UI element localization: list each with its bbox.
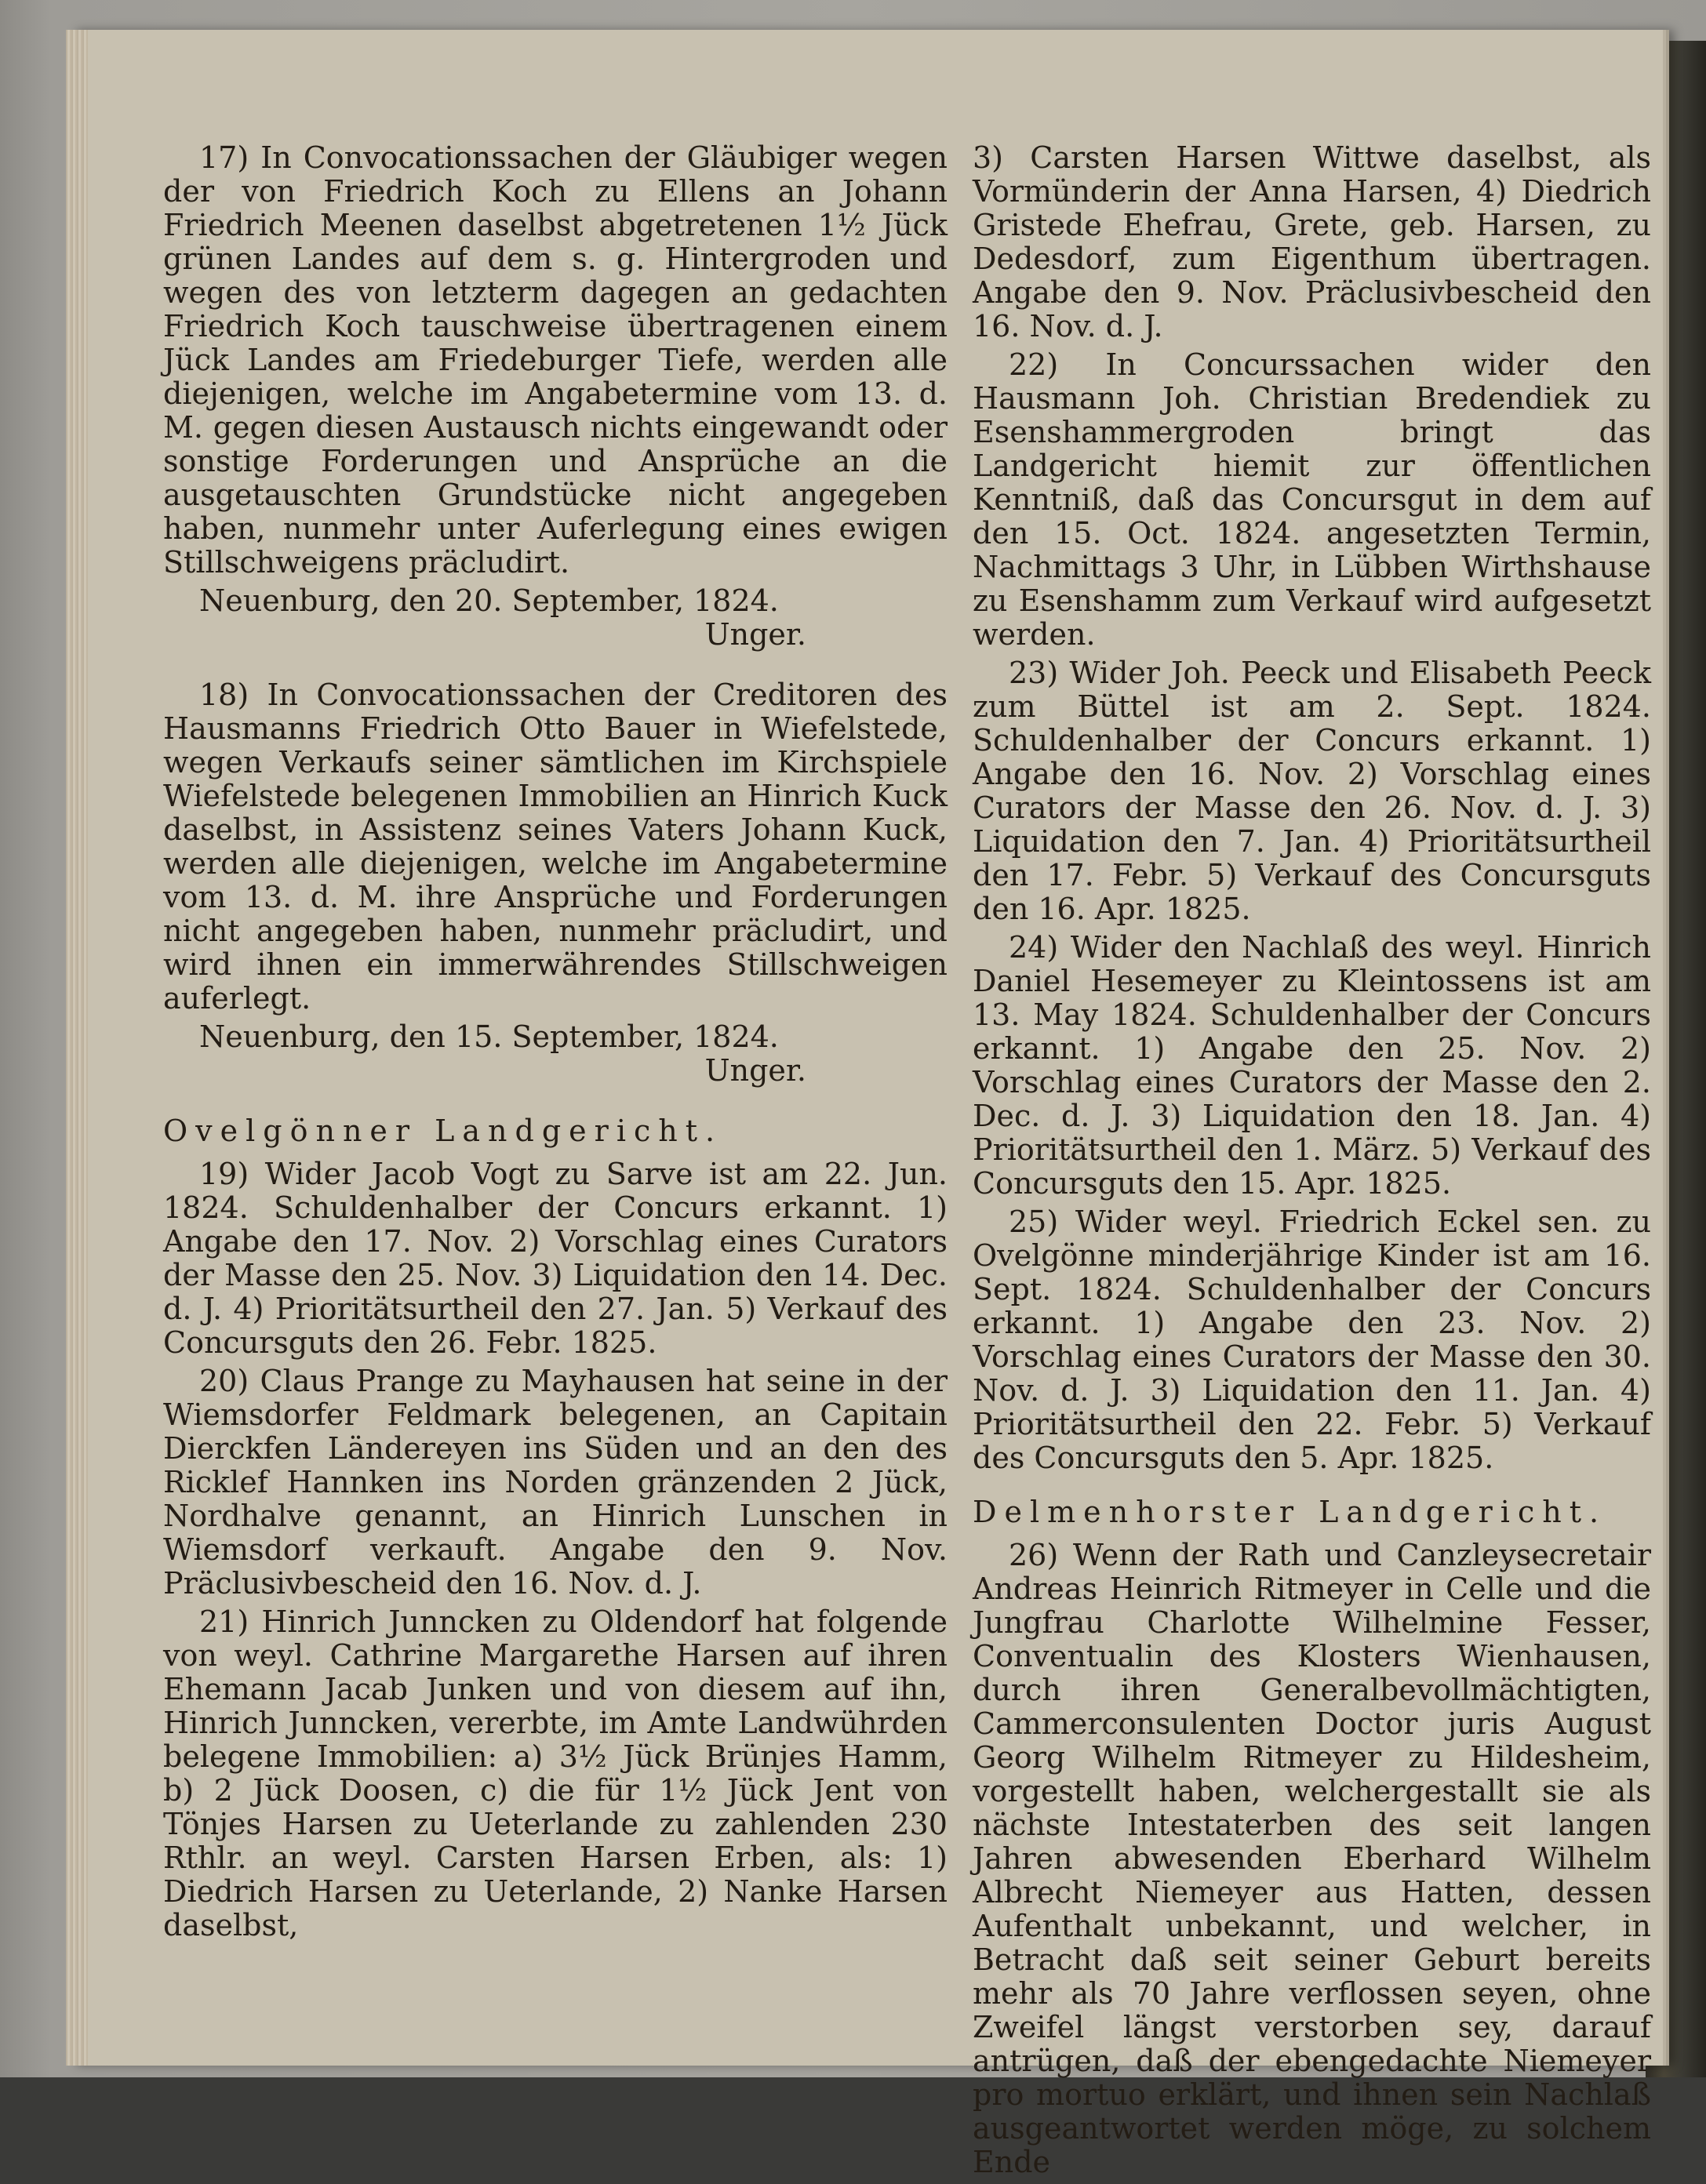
notice-17: 17) In Convocationssachen der Gläubiger wegen der von Friedrich Koch zu Ellens an Johann Friedrich Meenen daselbst abgetretenen 1½ Jück grünen Landes auf dem s. g. Hintergroden und wegen des von letzterm dagegen an gedachten Friedrich Koch tauschweise übertragenen einem Jück Landes am Friedeburger Tiefe, werden alle diejenigen, welche im Angabetermine vom 13. d. M. gegen diesen Austausch nichts eingewandt oder sonstige Forderungen und Ansprüche an die ausgetauschten Grundstücke nicht angegeben haben, nunmehr unter Auferlegung eines ewigen Stillschweigens präcludirt. — [163, 140, 948, 580]
notice-17-place-date: Neuenburg, den 20. September, 1824. — [199, 583, 779, 618]
notice-20: 20) Claus Prange zu Mayhausen hat seine in der Wiemsdorfer Feldmark belegenen, an Capitain Dierckfen Ländereyen ins Süden und an den des Ricklef Hannken ins Norden gränzenden 2 Jück, Nordhalve genannt, an Hinrich Lunschen in Wiemsdorf verkauft. Angabe den 9. Nov. Präclusivbescheid den 16. Nov. d. J. — [163, 1364, 948, 1601]
left-column — [163, 141, 948, 1947]
notice-24: 24) Wider den Nachlaß des weyl. Hinrich Daniel Hesemeyer zu Kleintossens ist am 13. May 1824. Schuldenhalber der Concurs erkannt. 1) Angabe den 25. Nov. 2) Vorschlag eines Curators der Masse den 2. Dec. d. J. 3) Liquidation den 18. Jan. 4) Prioritätsurtheil den 1. März. 5) Verkauf des Concursguts den 15. Apr. 1825. — [973, 930, 1651, 1201]
notice-18-place-date: Neuenburg, den 15. September, 1824. — [199, 1019, 779, 1054]
notice-21-continued: 3) Carsten Harsen Wittwe daselbst, als Vormünderin der Anna Harsen, 4) Diedrich Gristede Ehefrau, Grete, geb. Harsen, zu Dedesdorf, zum Eigenthum übertragen. Angabe den 9. Nov. Präclusivbescheid den 16. Nov. d. J. — [973, 140, 1651, 343]
notice-22: 22) In Concurssachen wider den Hausmann Joh. Christian Bredendiek zu Esenshammergroden bringt das Landgericht hiemit zur öffentlichen Kenntniß, daß das Concursgut in dem auf den 15. Oct. 1824. angesetzten Termin, Nachmittags 3 Uhr, in Lübben Wirthshause zu Esenshamm zum Verkauf wird aufgesetzt werden. — [973, 347, 1651, 652]
notice-19: 19) Wider Jacob Vogt zu Sarve ist am 22. Jun. 1824. Schuldenhalber der Concurs erkannt. 1) Angabe den 17. Nov. 2) Vorschlag eines Curators der Masse den 25. Nov. 3) Liquidation den 14. Dec. d. J. 4) Prioritätsurtheil den 27. Jan. 5) Verkauf des Concursguts den 26. Febr. 1825. — [163, 1157, 948, 1360]
notice-18: 18) In Convocationssachen der Creditoren des Hausmanns Friedrich Otto Bauer in Wiefelstede, wegen Verkaufs seiner sämtlichen im Kirchspiele Wiefelstede belegenen Immobilien an Hinrich Kuck daselbst, in Assistenz seines Vaters Johann Kuck, werden alle diejenigen, welche im Angabetermine vom 13. d. M. ihre Ansprüche und Forderungen nicht angegeben haben, nunmehr präcludirt, und wird ihnen ein immerwährendes Stillschweigen auferlegt. — [163, 678, 948, 1016]
notice-23: 23) Wider Joh. Peeck und Elisabeth Peeck zum Büttel ist am 2. Sept. 1824. Schuldenhalber der Concurs erkannt. 1) Angabe den 16. Nov. 2) Vorschlag eines Curators der Masse den 26. Nov. d. J. 3) Liquidation den 7. Jan. 4) Prioritätsurtheil den 17. Febr. 5) Verkauf des Concursguts den 16. Apr. 1825. — [973, 656, 1651, 926]
right-column — [973, 141, 1651, 2184]
section-heading-delmenhorst: Delmenhorster Landgericht. — [973, 1495, 1607, 1529]
notice-18-signature: Unger. — [704, 1053, 806, 1088]
section-heading-ovelgoenne: Ovelgönner Landgericht. — [163, 1114, 723, 1148]
notice-17-signature: Unger. — [704, 617, 806, 652]
notice-25: 25) Wider weyl. Friedrich Eckel sen. zu Ovelgönne minderjährige Kinder ist am 16. Sept. 1824. Schuldenhalber der Concurs erkannt. 1) Angabe den 23. Nov. 2) Vorschlag eines Curators der Masse den 30. Nov. d. J. 3) Liquidation den 11. Jan. 4) Prioritätsurtheil den 22. Febr. 5) Verkauf des Concursguts den 5. Apr. 1825. — [973, 1205, 1651, 1475]
notice-21: 21) Hinrich Junncken zu Oldendorf hat folgende von weyl. Cathrine Margarethe Harsen auf ihren Ehemann Jacab Junken und von diesem auf ihn, Hinrich Junncken, vererbte, im Amte Landwührden belegene Immobilien: a) 3½ Jück Brünjes Hamm, b) 2 Jück Doosen, c) die für 1½ Jück Jent von Tönjes Harsen zu Ueterlande zu zahlenden 230 Rthlr. an weyl. Carsten Harsen Erben, als: 1) Diedrich Harsen zu Ueterlande, 2) Nanke Harsen daselbst, — [163, 1604, 948, 1942]
notice-26: 26) Wenn der Rath und Canzleysecretair Andreas Heinrich Ritmeyer in Celle und die Jungfrau Charlotte Wilhelmine Fesser, Conventualin des Klosters Wienhausen, durch ihren Generalbevollmächtigten, Cammerconsulenten Doctor juris August Georg Wilhelm Ritmeyer zu Hildesheim, vorgestellt haben, welchergestallt sie als nächste Intestaterben des seit langen Jahren abwesenden Eberhard Wilhelm Albrecht Niemeyer aus Hatten, dessen Aufenthalt unbekannt, und welcher, in Betracht daß seit seiner Geburt bereits mehr als 70 Jahre verflossen seyen, ohne Zweifel längst verstorben sey, darauf antrügen, daß der ebengedachte Niemeyer pro mortuo erklärt, und ihnen sein Nachlaß ausgeantwortet werden möge, zu solchem Ende — [973, 1538, 1651, 2179]
